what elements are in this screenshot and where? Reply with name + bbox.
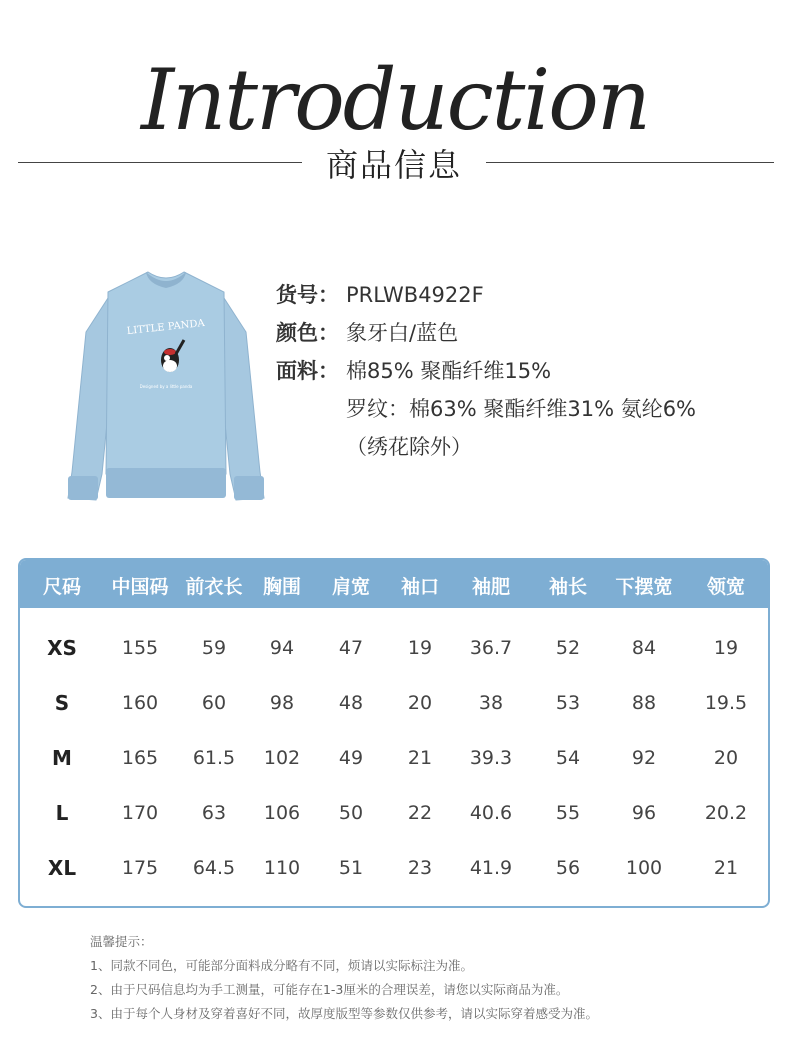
table-cell: 20.2 [704,802,748,824]
color-row [276,314,696,352]
column-header: 袖口 [400,576,440,598]
divider-left [18,162,302,163]
rib-value: 罗纹：棉63% 聚酯纤维31% 氨纶6% [346,397,697,421]
size-table [18,558,770,908]
color-value: 象牙白/蓝色 [346,321,459,345]
sweatshirt-illustration [66,262,266,502]
table-cell: 96 [631,802,657,824]
table-cell: 41.9 [469,857,513,879]
column-header: 下摆宽 [615,576,673,598]
sku-value: PRLWB4922F [346,283,484,307]
size-table-header [20,560,768,608]
table-cell: 50 [338,802,364,824]
column-header: 前衣长 [185,576,243,598]
sku-label: 货号： [276,283,339,307]
table-cell: 56 [555,857,581,879]
table-cell: 40.6 [469,802,513,824]
table-cell: 106 [263,802,301,824]
table-cell: 175 [121,857,159,879]
table-cell: 19.5 [704,692,748,714]
notes [90,930,598,1026]
material-value: 棉85% 聚酯纤维15% [346,359,552,383]
table-cell: 102 [263,747,301,769]
size-cell: XL [47,856,77,880]
table-cell: 110 [263,857,301,879]
table-cell: 20 [713,747,739,769]
color-label: 颜色： [276,321,339,345]
table-cell: 47 [338,637,364,659]
notes-item: 2、由于尺码信息均为手工测量，可能存在1-3厘米的合理误差，请您以实际商品为准。 [90,982,569,997]
rib-row [276,390,696,428]
notes-item: 3、由于每个人身材及穿着喜好不同，故厚度版型等参数仅供参考，请以实际穿着感受为准。 [90,1006,598,1021]
column-header: 领宽 [706,576,746,598]
table-cell: 52 [555,637,581,659]
size-cell: S [54,691,70,715]
print-text: LITTLE PANDA [126,317,206,338]
table-cell: 36.7 [469,637,513,659]
column-header: 胸围 [262,576,302,598]
table-cell: 54 [555,747,581,769]
table-cell: 19 [407,637,433,659]
table-cell: 63 [201,802,227,824]
table-cell: 88 [631,692,657,714]
table-cell: 51 [338,857,364,879]
table-cell: 100 [625,857,663,879]
table-cell: 94 [269,637,295,659]
size-cell: L [55,801,69,825]
table-cell: 22 [407,802,433,824]
table-cell: 155 [121,637,159,659]
table-cell: 48 [338,692,364,714]
svg-text:Designed by a little panda: Designed by a little panda [139,384,193,389]
table-cell: 21 [407,747,433,769]
sku-row [276,276,696,314]
column-header: 中国码 [111,576,169,598]
table-cell: 98 [269,692,295,714]
table-cell: 165 [121,747,159,769]
table-cell: 20 [407,692,433,714]
table-cell: 170 [121,802,159,824]
column-header: 袖长 [548,576,588,598]
column-header: 尺码 [42,576,82,598]
product-image [66,262,266,502]
table-cell: 38 [478,692,504,714]
title-english: Introduction [141,51,649,149]
table-cell: 64.5 [192,857,236,879]
table-cell: 23 [407,857,433,879]
product-info [276,276,696,466]
table-cell: 61.5 [192,747,236,769]
table-cell: 21 [713,857,739,879]
notes-item: 1、同款不同色，可能部分面料成分略有不同，烦请以实际标注为准。 [90,958,473,973]
size-cell: M [52,746,72,770]
table-cell: 160 [121,692,159,714]
material-row [276,352,696,390]
title-chinese: 商品信息 [325,146,462,184]
column-header: 袖肥 [471,576,511,598]
material-label: 面料： [276,359,339,383]
table-cell: 19 [713,637,739,659]
note-value: （绣花除外） [346,435,472,459]
table-cell: 59 [201,637,227,659]
table-cell: 84 [631,637,657,659]
table-cell: 49 [338,747,364,769]
divider-right [486,162,774,163]
table-cell: 53 [555,692,581,714]
size-cell: XS [47,636,77,660]
notes-title: 温馨提示： [90,934,153,949]
table-cell: 60 [201,692,227,714]
table-cell: 55 [555,802,581,824]
note-row [276,428,696,466]
column-header: 肩宽 [331,576,371,598]
table-cell: 39.3 [469,747,513,769]
table-cell: 92 [631,747,657,769]
